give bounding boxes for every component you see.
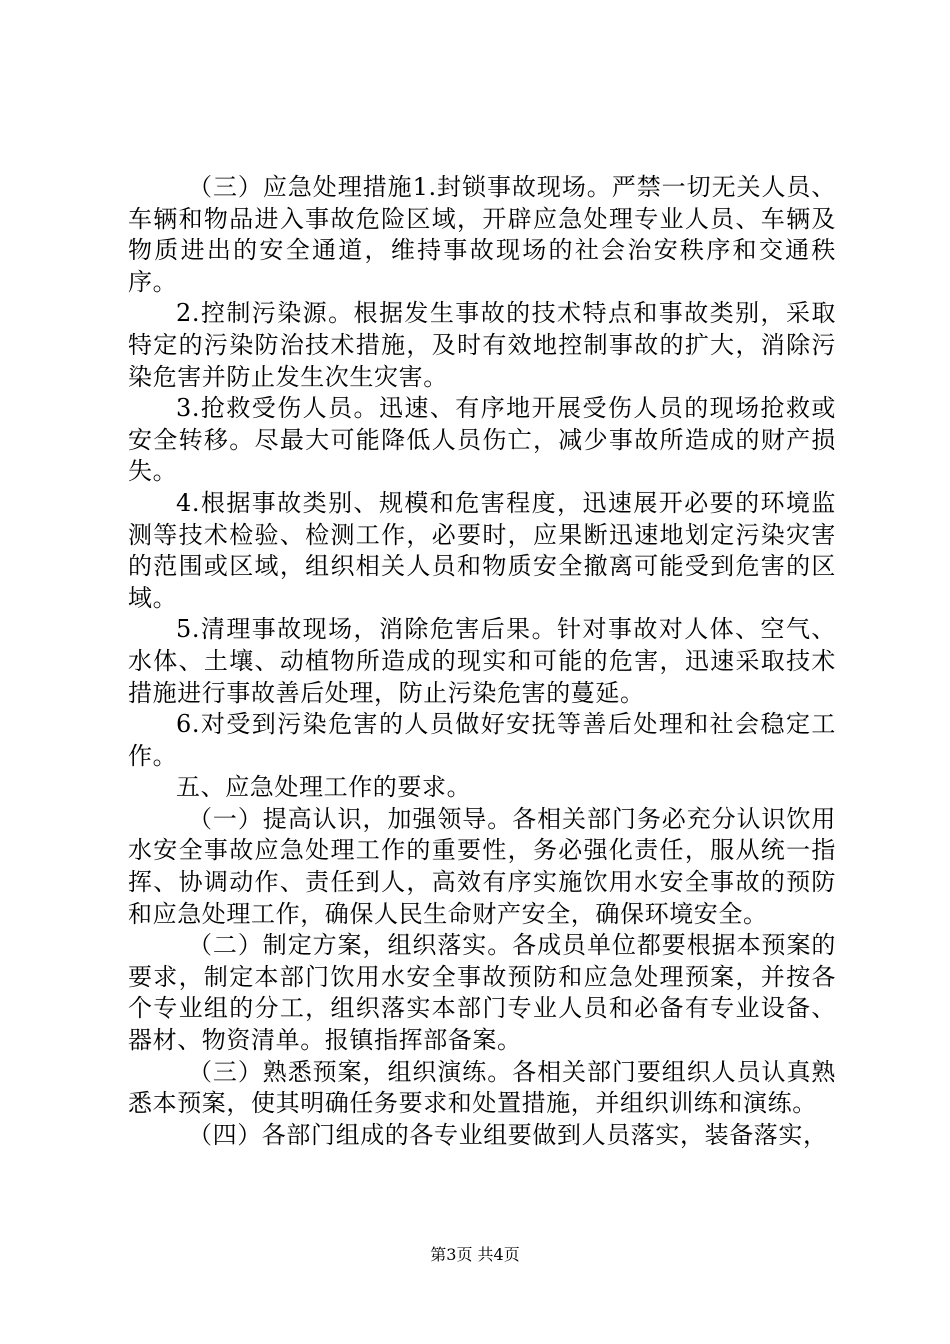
paragraph-emergency-measures: （三）应急处理措施1.封锁事故现场。严禁一切无关人员、车辆和物品进入事故危险区域，开辟应急处理专业人员、车辆及物质进出的安全通道，维持事故现场的社会治安秩序和交通秩序。 — [128, 173, 836, 296]
paragraph-drills: （三）熟悉预案，组织演练。各相关部门要组织人员认真熟悉本预案，使其明确任务要求和处置措施，并组织训练和演练。 — [128, 1057, 836, 1118]
paragraph-clean-scene: 5.清理事故现场，消除危害后果。针对事故对人体、空气、水体、土壤、动植物所造成的现实和可能的危害，迅速采取技术措施进行事故善后处理，防止污染危害的蔓延。 — [128, 615, 836, 707]
paragraph-rescue-injured: 3.抢救受伤人员。迅速、有序地开展受伤人员的现场抢救或安全转移。尽最大可能降低人员伤亡，减少事故所造成的财产损失。 — [128, 394, 836, 486]
paragraph-planning: （二）制定方案，组织落实。各成员单位都要根据本预案的要求，制定本部门饮用水安全事故预防和应急处理预案，并按各个专业组的分工，组织落实本部门专业人员和必备有专业设备、器材、物资清单。报镇指挥部备案。 — [128, 931, 836, 1055]
section-heading-requirements: 五、应急处理工作的要求。 — [176, 773, 472, 802]
paragraph-monitoring: 4.根据事故类别、规模和危害程度，迅速展开必要的环境监测等技术检验、检测工作，必要时，应果断迅速地划定污染灾害的范围或区域，组织相关人员和物质安全撤离可能受到危害的区域。 — [128, 488, 836, 612]
paragraph-control-pollution: 2.控制污染源。根据发生事故的技术特点和事故类别，采取特定的污染防治技术措施，及时有效地控制事故的扩大，消除污染危害并防止发生次生灾害。 — [128, 299, 836, 391]
page-footer: 第3页 共4页 — [430, 1245, 520, 1264]
paragraph-aftermath: 6.对受到污染危害的人员做好安抚等善后处理和社会稳定工作。 — [128, 710, 836, 770]
body-text — [128, 172, 836, 1151]
paragraph-teams: （四）各部门组成的各专业组要做到人员落实，装备落实， — [188, 1120, 828, 1149]
paragraph-leadership: （一）提高认识，加强领导。各相关部门务必充分认识饮用水安全事故应急处理工作的重要性，务必强化责任，服从统一指挥、协调动作、责任到人，高效有序实施饮用水安全事故的预防和应急处理工作，确保人民生命财产安全，确保环境安全。 — [128, 804, 836, 928]
